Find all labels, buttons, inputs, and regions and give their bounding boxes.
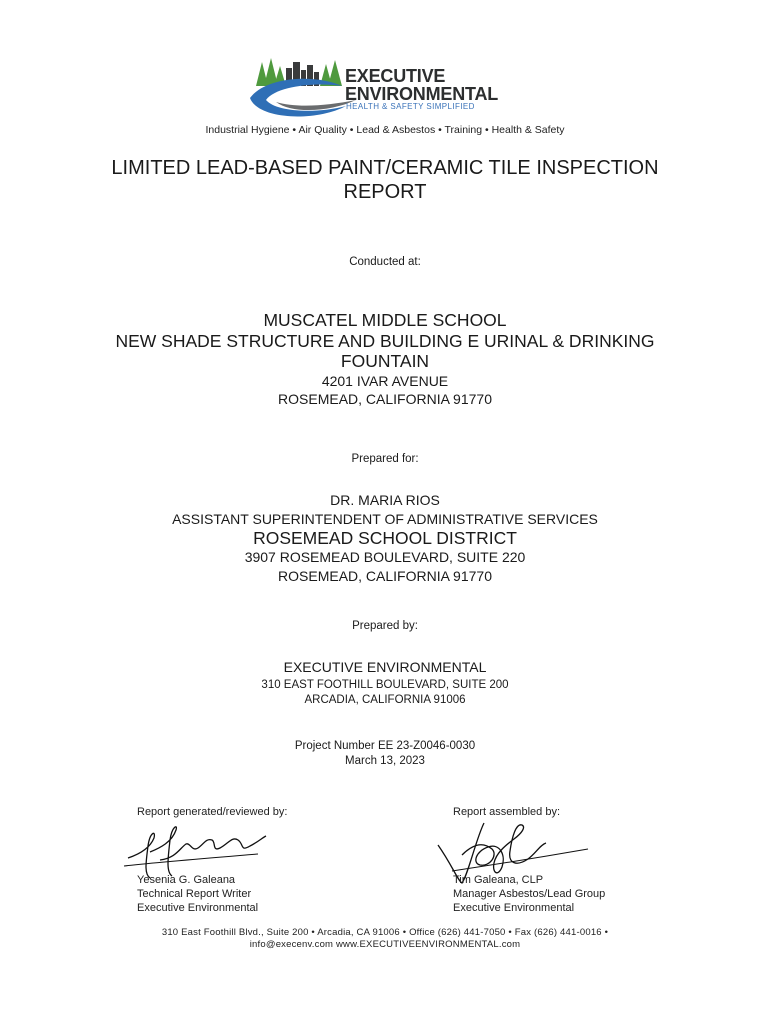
left-signer-company: Executive Environmental	[137, 902, 259, 914]
consultant-name: EXECUTIVE ENVIRONMENTAL	[283, 659, 487, 675]
footer-contact-line: info@execenv.com www.EXECUTIVEENVIRONMENTAL.com	[249, 939, 521, 950]
services-line: Industrial Hygiene • Air Quality • Lead & Asbestos • Training • Health & Safety	[205, 124, 565, 136]
footer-address-line: 310 East Foothill Blvd., Suite 200 • Arcadia, CA 91006 • Office (626) 441-7050 • Fax (626) 441-0016 •	[161, 927, 609, 938]
left-signature-block	[137, 873, 258, 915]
site-project-line1: NEW SHADE STRUCTURE AND BUILDING E URINAL & DRINKING	[115, 330, 655, 351]
prepared-for-label: Prepared for:	[351, 453, 419, 465]
left-signer-name: Yesenia G. Galeana	[137, 874, 236, 886]
site-block	[0, 310, 770, 372]
left-signature-label: Report generated/reviewed by:	[137, 806, 288, 818]
right-signer-name: Tim Galeana, CLP	[453, 874, 544, 886]
site-address	[0, 372, 770, 408]
report-title-line1: LIMITED LEAD-BASED PAINT/CERAMIC TILE INSPECTION	[111, 157, 659, 179]
page-footer	[0, 927, 770, 951]
left-signer-role: Technical Report Writer	[137, 888, 252, 900]
right-signer-company: Executive Environmental	[453, 902, 575, 914]
client-title: ASSISTANT SUPERINTENDENT OF ADMINISTRATIVE SERVICES	[172, 511, 598, 527]
client-address-line1: 3907 ROSEMEAD BOULEVARD, SUITE 220	[244, 549, 526, 565]
site-project-line2: FOUNTAIN	[340, 351, 430, 371]
logo-text-executive: EXECUTIVE	[345, 66, 446, 86]
consultant-address	[0, 678, 770, 708]
client-address-line2: ROSEMEAD, CALIFORNIA 91770	[278, 568, 492, 584]
consultant-address-line1: 310 EAST FOOTHILL BOULEVARD, SUITE 200	[261, 679, 509, 691]
consultant-address-line2: ARCADIA, CALIFORNIA 91006	[304, 694, 466, 706]
report-title	[0, 156, 770, 204]
project-info	[0, 739, 770, 769]
right-signer-role: Manager Asbestos/Lead Group	[453, 888, 606, 900]
project-number: Project Number EE 23-Z0046-0030	[294, 740, 476, 752]
client-contact-block	[0, 491, 770, 529]
site-name: MUSCATEL MIDDLE SCHOOL	[263, 310, 507, 330]
logo-tagline: HEALTH & SAFETY SIMPLIFIED	[346, 102, 475, 111]
client-address	[0, 548, 770, 586]
right-signature-label: Report assembled by:	[453, 806, 560, 818]
right-signature-block	[453, 873, 605, 915]
conducted-label: Conducted at:	[349, 256, 421, 268]
report-title-line2: REPORT	[343, 181, 427, 203]
logo-text-environmental: ENVIRONMENTAL	[345, 84, 499, 104]
prepared-by-label: Prepared by:	[352, 620, 418, 632]
site-address-line1: 4201 IVAR AVENUE	[321, 373, 449, 389]
site-address-line2: ROSEMEAD, CALIFORNIA 91770	[278, 391, 492, 407]
report-date: March 13, 2023	[345, 755, 425, 767]
client-organization: ROSEMEAD SCHOOL DISTRICT	[253, 528, 517, 548]
client-contact: DR. MARIA RIOS	[330, 492, 440, 508]
